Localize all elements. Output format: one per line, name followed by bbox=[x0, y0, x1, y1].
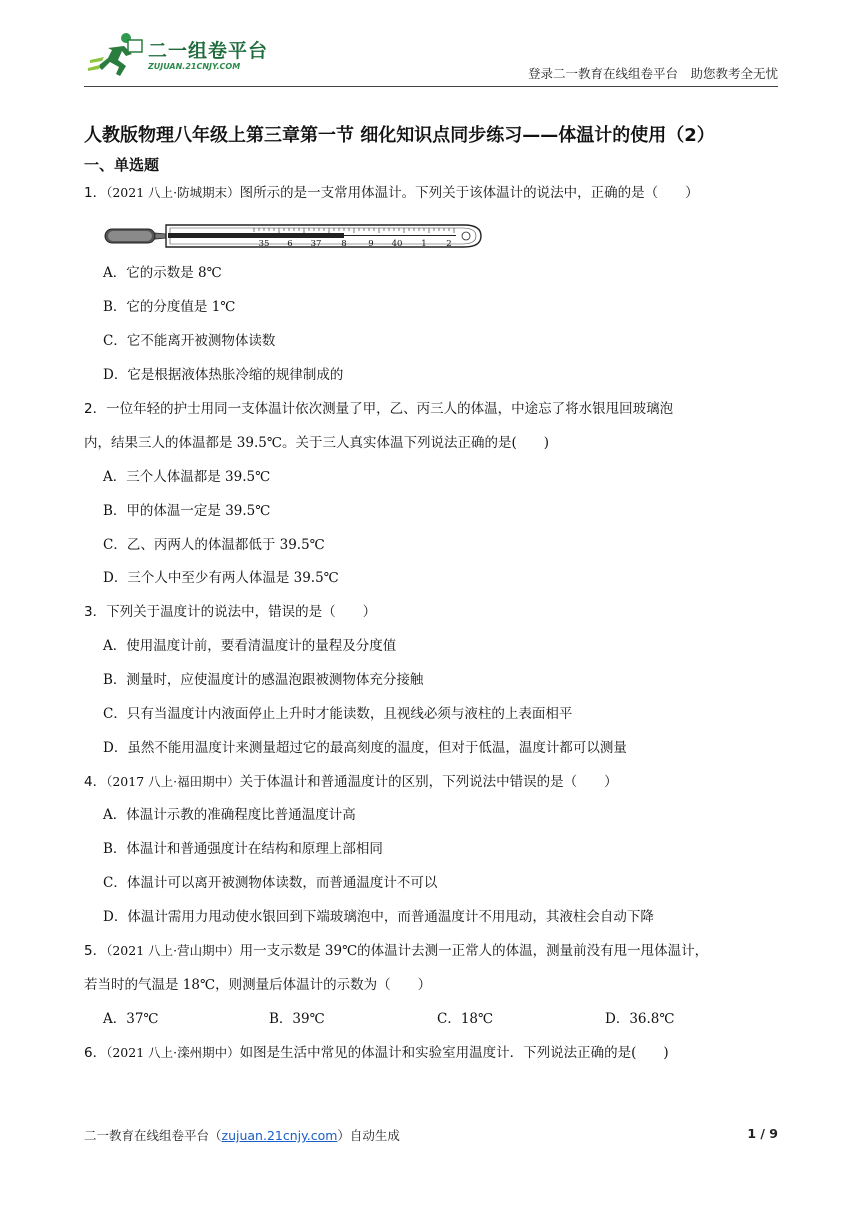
q2-option-a[interactable]: A．三个人体温都是 39.5℃ bbox=[103, 469, 271, 485]
question-1-stem bbox=[84, 184, 699, 202]
header-slogan: 登录二一教育在线组卷平台 助您教考全无忧 bbox=[527, 66, 778, 81]
tick-label-36: 6 bbox=[287, 239, 293, 249]
question-2-stem-line2: 内，结果三人的体温都是 39.5℃。关于三人真实体温下列说法正确的是( ) bbox=[84, 435, 549, 451]
question-text: 下列关于温度计的说法中，错误的是（ ） bbox=[106, 604, 377, 620]
clinical-thermometer-figure bbox=[104, 219, 484, 253]
footer-suffix: ）自动生成 bbox=[337, 1128, 400, 1143]
logo-url: ZUJUAN.21CNJY.COM bbox=[148, 62, 241, 71]
question-source: （2021 八上·滦州期中） bbox=[106, 1045, 240, 1060]
question-3-stem bbox=[84, 603, 376, 621]
question-number: 6． bbox=[84, 1045, 107, 1061]
q2-option-d[interactable]: D．三个人中至少有两人体温是 39.5℃ bbox=[103, 570, 339, 586]
question-2-stem-line1 bbox=[84, 400, 673, 418]
question-text: 一位年轻的护士用同一支体温计依次测量了甲，乙、丙三人的体温，中途忘了将水银甩回玻璃泡 bbox=[106, 401, 674, 417]
tick-label-40: 40 bbox=[391, 239, 403, 249]
q3-option-d[interactable]: D．虽然不能用温度计来测量超过它的最高刻度的温度，但对于低温，温度计都可以测量 bbox=[103, 740, 627, 756]
question-number: 3． bbox=[84, 604, 107, 620]
question-number: 1． bbox=[84, 185, 107, 201]
q2-option-b[interactable]: B．甲的体温一定是 39.5℃ bbox=[103, 503, 271, 519]
q4-option-b[interactable]: B．体温计和普通强度计在结构和原理上部相同 bbox=[103, 841, 383, 857]
question-number: 5． bbox=[84, 943, 107, 959]
q1-option-b[interactable]: B．它的分度值是 1℃ bbox=[103, 299, 236, 315]
runner-logo-icon bbox=[88, 30, 146, 78]
q5-option-b[interactable]: B．39℃ bbox=[269, 1011, 325, 1027]
q4-option-c[interactable]: C．体温计可以离开被测物体读数，而普通温度计不可以 bbox=[103, 875, 438, 891]
section-heading: 一、单选题 bbox=[84, 156, 160, 174]
question-source: （2021 八上·营山期中） bbox=[106, 943, 240, 958]
question-5-stem-line2: 若当时的气温是 18℃，则测量后体温计的示数为（ ） bbox=[84, 977, 432, 993]
question-text: 图所示的是一支常用体温计。下列关于该体温计的说法中，正确的是（ ） bbox=[239, 185, 699, 201]
question-text: 关于体温计和普通温度计的区别，下列说法中错误的是（ ） bbox=[239, 774, 618, 790]
question-text: 用一支示数是 39℃的体温计去测一正常人的体温，测量前没有甩一甩体温计， bbox=[239, 943, 709, 959]
tick-label-41: 1 bbox=[421, 239, 427, 249]
page-number: 1 / 9 bbox=[747, 1126, 778, 1141]
q3-option-c[interactable]: C．只有当温度计内液面停止上升时才能读数，且视线必须与液柱的上表面相平 bbox=[103, 706, 573, 722]
q1-option-a[interactable]: A．它的示数是 8℃ bbox=[103, 265, 222, 281]
question-text: 如图是生活中常见的体温计和实验室用温度计．下列说法正确的是( ) bbox=[239, 1045, 669, 1061]
question-number: 2． bbox=[84, 401, 107, 417]
tick-label-39: 9 bbox=[368, 239, 374, 249]
q5-option-a[interactable]: A．37℃ bbox=[103, 1011, 159, 1027]
tick-label-38: 8 bbox=[341, 239, 347, 249]
question-6-stem bbox=[84, 1044, 669, 1062]
site-logo[interactable] bbox=[88, 30, 288, 80]
question-source: （2017 八上·福田期中） bbox=[106, 774, 240, 789]
q5-option-d[interactable]: D．36.8℃ bbox=[605, 1011, 675, 1027]
q5-option-c[interactable]: C．18℃ bbox=[437, 1011, 494, 1027]
q3-option-a[interactable]: A．使用温度计前，要看清温度计的量程及分度值 bbox=[103, 638, 397, 654]
q1-option-d[interactable]: D．它是根据液体热胀冷缩的规律制成的 bbox=[103, 367, 344, 383]
q1-option-c[interactable]: C．它不能离开被测物体读数 bbox=[103, 333, 276, 349]
q2-option-c[interactable]: C．乙、丙两人的体温都低于 39.5℃ bbox=[103, 537, 325, 553]
q4-option-a[interactable]: A．体温计示教的准确程度比普通温度计高 bbox=[103, 807, 356, 823]
footer-site-link[interactable]: zujuan.21cnjy.com bbox=[221, 1128, 338, 1143]
q4-option-d[interactable]: D．体温计需用力甩动使水银回到下端玻璃泡中，而普通温度计不用甩动，其液柱会自动下降 bbox=[103, 909, 654, 925]
header-divider bbox=[84, 86, 778, 87]
question-source: （2021 八上·防城期末） bbox=[106, 185, 240, 200]
footer-prefix: 二一教育在线组卷平台（ bbox=[84, 1128, 222, 1143]
q3-option-b[interactable]: B．测量时，应使温度计的感温泡跟被测物体充分接触 bbox=[103, 672, 424, 688]
page-title: 人教版物理八年级上第三章第一节 细化知识点同步练习——体温计的使用（2） bbox=[84, 125, 715, 146]
page-header bbox=[0, 0, 860, 90]
question-number: 4． bbox=[84, 774, 107, 790]
logo-text: 二一组卷平台 bbox=[148, 40, 269, 62]
tick-label-35: 35 bbox=[258, 239, 270, 249]
tick-label-42: 2 bbox=[446, 239, 452, 249]
question-5-stem-line1 bbox=[84, 942, 708, 960]
page-footer-credit bbox=[84, 1126, 400, 1144]
question-4-stem bbox=[84, 773, 618, 791]
tick-label-37: 37 bbox=[310, 239, 322, 249]
